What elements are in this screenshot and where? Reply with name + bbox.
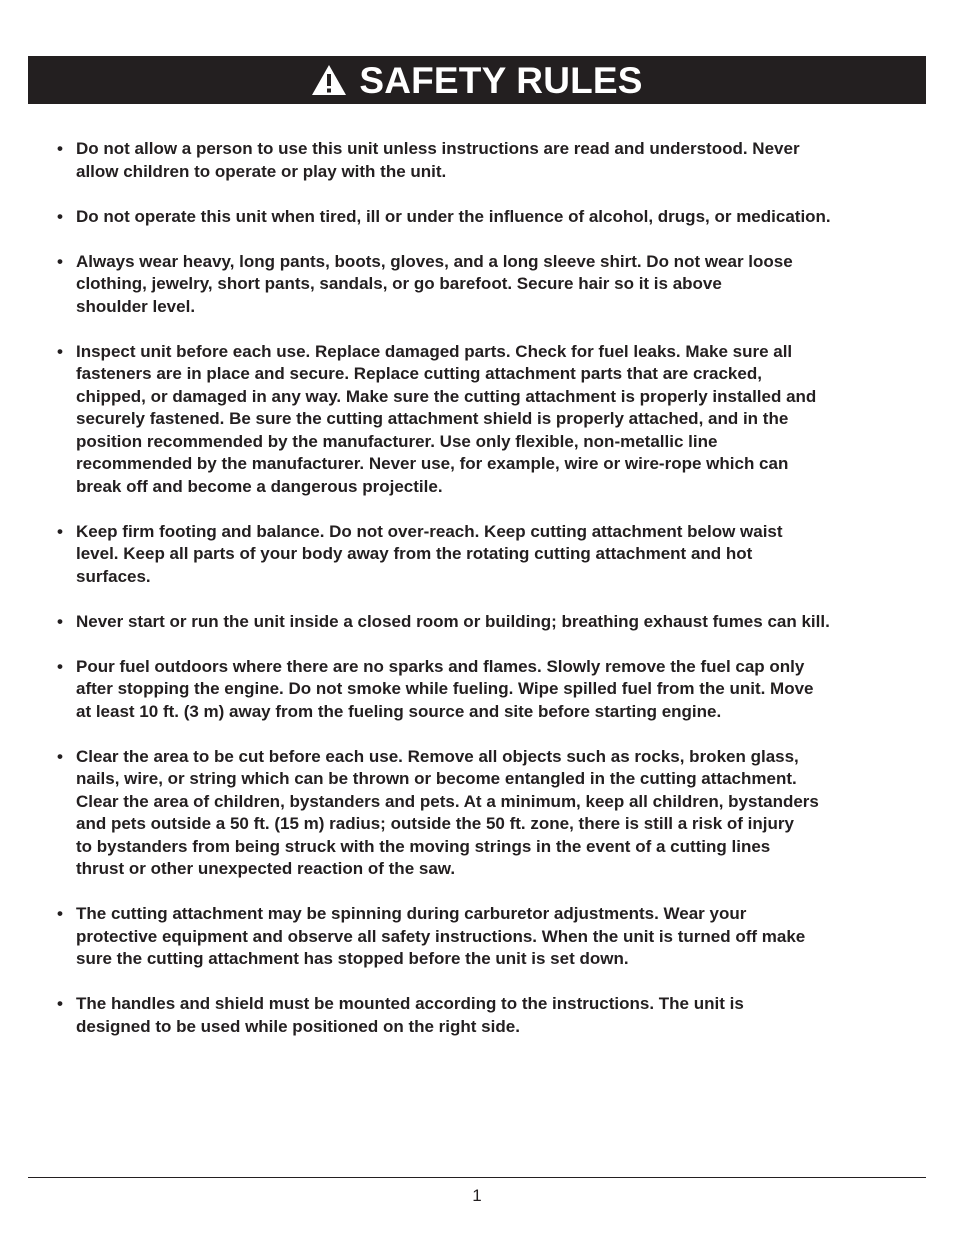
rule-text: Always wear heavy, long pants, boots, gloves, and a long sleeve shirt. Do not wear loose clothing, jewelry, short pants, sandals, or go barefoot. Secure hair so it is above shoulder level. <box>76 251 793 316</box>
rule-item <box>56 138 904 183</box>
rule-text: The handles and shield must be mounted according to the instructions. The unit is designed to be used while positioned on the right side. <box>76 994 744 1036</box>
footer-divider <box>28 1177 926 1178</box>
rule-text: Pour fuel outdoors where there are no sparks and flames. Slowly remove the fuel cap only after stopping the engine. Do not smoke while fueling. Wipe spilled fuel from the unit. Move at least 10 ft. (3 m) away from the fueling source and site before starting engine. <box>76 656 814 721</box>
page-number: 1 <box>472 1186 482 1205</box>
rule-item <box>56 746 904 881</box>
bullet: • <box>57 611 63 631</box>
rule-text: Do not operate this unit when tired, ill or under the influence of alcohol, drugs, or medication. <box>76 206 831 226</box>
bullet: • <box>57 904 63 923</box>
rule-text: Inspect unit before each use. Replace damaged parts. Check for fuel leaks. Make sure all fasteners are in place and secure. Replace cutting attachment parts that are cracked, chipped, or damaged in any way. Make sure the cutting attachment is properly installed and securely fastened. Be sure the cutting attachment shield is properly attached, and in the position recommended by the manufacturer. Use only flexible, non-metallic line recommended by the manufacturer. Never use, for example, wire or wire-rope which can break off and become a dangerous projectile. <box>76 341 817 496</box>
rule-item <box>56 993 904 1038</box>
bullet: • <box>57 994 63 1013</box>
warning-triangle-icon <box>311 64 347 96</box>
bullet: • <box>57 656 63 676</box>
header-bar <box>28 56 926 104</box>
rule-text: The cutting attachment may be spinning during carburetor adjustments. Wear your protective equipment and observe all safety instructions. When the unit is turned off make sure the cutting attachment has stopped before the unit is set down. <box>76 904 806 968</box>
bullet: • <box>57 746 63 766</box>
header-content <box>311 59 643 101</box>
rule-text: Never start or run the unit inside a closed room or building; breathing exhaust fumes can kill. <box>76 611 830 631</box>
bullet: • <box>57 139 63 158</box>
rule-item <box>56 611 904 634</box>
rule-text: Do not allow a person to use this unit unless instructions are read and understood. Never allow children to operate or play with the unit. <box>76 139 800 181</box>
rule-item <box>56 521 904 589</box>
rule-item <box>56 656 904 724</box>
bullet: • <box>57 521 63 541</box>
rule-text: Keep firm footing and balance. Do not over-reach. Keep cutting attachment below waist level. Keep all parts of your body away from the rotating cutting attachment and hot surfaces. <box>76 521 783 586</box>
bullet: • <box>57 206 63 226</box>
bullet: • <box>57 251 63 271</box>
rule-item <box>56 903 904 971</box>
rule-item <box>56 251 904 319</box>
safety-rules-list <box>56 138 904 1061</box>
rule-text: Clear the area to be cut before each use. Remove all objects such as rocks, broken glass, nails, wire, or string which can be thrown or become entangled in the cutting attachment. Clear the area of children, bystanders and pets. At a minimum, keep all children, bystanders and pets outside a 50 ft. (15 m) radius; outside the 50 ft. zone, there is still a risk of injury to bystanders from being struck with the moving strings in the event of a cutting lines thrust or other unexpected reaction of the saw. <box>76 746 819 878</box>
bullet: • <box>57 341 63 361</box>
page-title: SAFETY RULES <box>359 59 643 101</box>
rule-item <box>56 341 904 499</box>
rule-item <box>56 206 904 229</box>
